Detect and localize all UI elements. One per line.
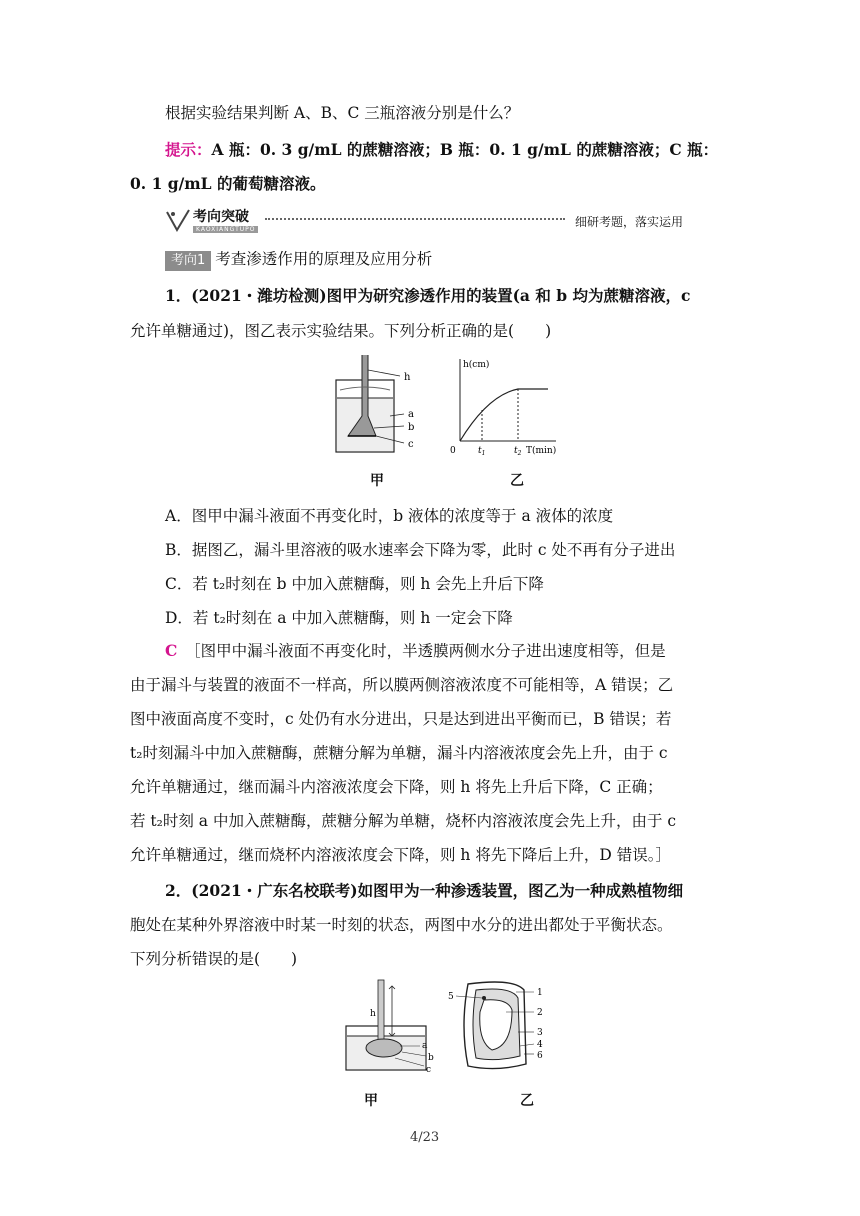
- hint-label: 提示：: [165, 140, 212, 159]
- q2-label-4: 4: [537, 1040, 543, 1050]
- q1-option-a: A．图甲中漏斗液面不再变化时，b 液体的浓度等于 a 液体的浓度: [165, 507, 614, 525]
- q2-label-5: 5: [448, 992, 454, 1002]
- section-header: [165, 248, 432, 271]
- q1-caption-jia: 甲: [370, 473, 384, 489]
- hint-text-continued: 0. 1 g/mL 的葡萄糖溶液。: [130, 174, 326, 193]
- q1-graph-origin: 0: [450, 446, 456, 456]
- q1-answer: C: [165, 641, 178, 660]
- q1-label-c: c: [408, 439, 414, 450]
- q1-explanation-line2: 由于漏斗与装置的液面不一样高，所以膜两侧溶液浓度不可能相等，A 错误；乙: [130, 676, 674, 694]
- q1-label-a: a: [408, 409, 414, 420]
- q1-stem-line2: 允许单糖通过)，图乙表示实验结果。下列分析正确的是( ): [130, 322, 552, 340]
- banner-subtitle: KAOXIANGTUPO: [193, 226, 258, 233]
- page-number: 4/23: [410, 1130, 440, 1145]
- question-intro: 根据实验结果判断 A、B、C 三瓶溶液分别是什么？: [165, 104, 520, 122]
- q2-label-h: h: [370, 1009, 376, 1019]
- banner-right-text: 细研考题，落实运用: [575, 215, 684, 229]
- q2-label-a: a: [422, 1041, 428, 1051]
- section-tag: 考向1: [165, 251, 211, 271]
- q1-graph-ylabel: h(cm): [463, 360, 490, 370]
- q1-option-b: B．据图乙，漏斗里溶液的吸水速率会下降为零，此时 c 处不再有分子进出: [165, 541, 676, 559]
- q1-label-h: h: [404, 372, 411, 383]
- q2-caption-yi: 乙: [520, 1093, 534, 1109]
- q1-label-b: b: [408, 422, 415, 433]
- q2-figure-apparatus: [340, 976, 450, 1076]
- hint-text: A 瓶：0. 3 g/mL 的蔗糖溶液；B 瓶：0. 1 g/mL 的蔗糖溶液；C 瓶：: [211, 140, 719, 159]
- q1-explanation-line5: 允许单糖通过，继而漏斗内溶液浓度会下降，则 h 将先上升后下降，C 正确；: [130, 778, 663, 796]
- q1-graph-t1: $t_1$: [478, 446, 486, 457]
- q2-figure-cell: [446, 976, 558, 1076]
- section-banner: [165, 206, 725, 236]
- q1-explanation-line6: 若 t₂时刻 a 中加入蔗糖酶，蔗糖分解为单糖，烧杯内溶液浓度会先上升，由于 c: [130, 812, 677, 830]
- q1-stem-line1: 1．(2021・潍坊检测)图甲为研究渗透作用的装置(a 和 b 均为蔗糖溶液，c: [165, 286, 691, 305]
- q2-label-1: 1: [537, 988, 543, 998]
- q1-explanation-line3: 图中液面高度不变时，c 处仍有水分进出，只是达到进出平衡而已，B 错误；若: [130, 710, 672, 728]
- hint-line: [165, 139, 718, 161]
- q2-stem-line2: 胞处在某种外界溶液中时某一时刻的状态，两图中水分的进出都处于平衡状态。: [130, 916, 673, 934]
- q1-explanation-line4: t₂时刻漏斗中加入蔗糖酶，蔗糖分解为单糖，漏斗内溶液浓度会先上升，由于 c: [130, 744, 668, 762]
- q1-caption-yi: 乙: [510, 473, 524, 489]
- q2-stem-line3: 下列分析错误的是( ): [130, 950, 298, 968]
- q1-graph-xlabel: T(min): [526, 446, 557, 456]
- q1-figure-graph: [448, 355, 558, 460]
- q1-explanation-line1: C ［图甲中漏斗液面不再变化时，半透膜两侧水分子进出速度相等，但是: [165, 641, 666, 660]
- q2-label-c: c: [426, 1065, 432, 1075]
- q1-explanation-line7: 允许单糖通过，继而烧杯内溶液浓度会下降，则 h 将先下降后上升，D 错误。］: [130, 846, 671, 864]
- q2-stem-line1: 2．(2021・广东名校联考)如图甲为一种渗透装置，图乙为一种成熟植物细: [165, 881, 684, 900]
- q2-label-6: 6: [537, 1051, 543, 1061]
- q2-caption-jia: 甲: [364, 1093, 378, 1109]
- q2-label-3: 3: [537, 1028, 543, 1038]
- q2-label-b: b: [428, 1053, 434, 1063]
- q1-option-d: D．若 t₂时刻在 a 中加入蔗糖酶，则 h 一定会下降: [165, 609, 513, 627]
- check-mark-icon: [165, 208, 191, 234]
- q1-graph-t2: $t_2$: [514, 446, 522, 457]
- section-title: 考查渗透作用的原理及应用分析: [215, 250, 433, 268]
- q2-label-2: 2: [537, 1008, 543, 1018]
- q1-figure-apparatus: [330, 350, 440, 462]
- banner-divider: [265, 218, 565, 220]
- banner-title: 考向突破: [193, 209, 249, 225]
- q1-option-c: C．若 t₂时刻在 b 中加入蔗糖酶，则 h 会先上升后下降: [165, 575, 544, 593]
